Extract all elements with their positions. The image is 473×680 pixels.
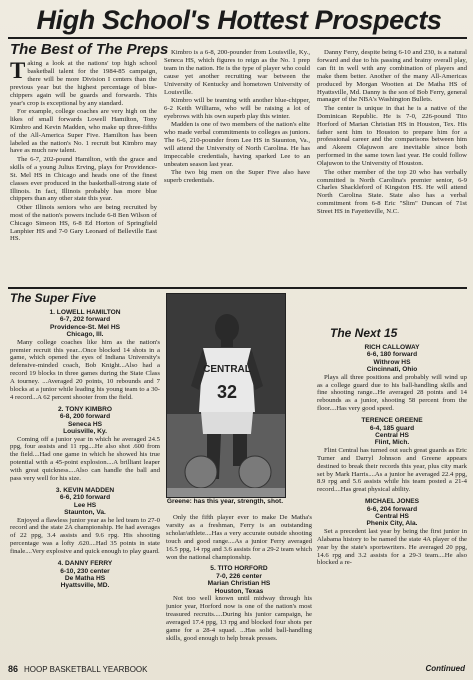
- intro-paragraph: Other Illinois seniors who are being recruited by most of the nation's powers include 6-8 Ben Wilson of Chicago Simeon HS, 6-8 Ed Horton of Springfield Lanphier HS and 7-0 Gary Leonard of Belleville East HS.: [10, 203, 157, 243]
- player-school: Withrow HS: [373, 358, 411, 366]
- intro-paragraph: The center is unique in that he is a native of the Dominican Republic. He is 7-0, 226-pound Tito Horford of Marian Christian HS in Houston, Tex. His father sent him to Houston to prepare him for a professional career and the comparisons between him and Akeem Olajuwon are inevitable since both performed in the same town last year. He could follow Olajuwon to the University of Houston.: [317, 104, 467, 168]
- player-photo-illustration: [167, 294, 285, 497]
- page-footer: [8, 664, 147, 674]
- player-size: 6-6, 204 forward: [366, 505, 418, 513]
- page-number: 86: [8, 664, 19, 674]
- intro-paragraph: Kimbro will be teaming with another blue-chipper, 6-2 Keith Williams, who will be raising a lot of eyebrows with his own superb play this winter.: [164, 96, 310, 120]
- intro-paragraph: Madden is one of two members of the nation's elite who made verbal commitments to colleges as juniors. The 6-6, 210-pounder from Lee HS in Staunton, Va., will attend the University of North Carolina. He has impeccable credentials, having sparked Lee to an unbeaten season last year.: [164, 121, 310, 168]
- player-size: 6-4, 185 guard: [369, 424, 415, 432]
- player-name: RICH CALLOWAY: [364, 344, 420, 351]
- player-profile: Enjoyed a flawless junior year as he led team to 27-0 record and the state 2A championship. He had averages of 22 ppg, 3.4 assists and 9.6 rpg. His shooting percentage was a lofty .620....Had 35 points in state finale....Very explosive and quick enough to play guard.: [10, 516, 160, 556]
- player-size: 7-0, 226 center: [216, 572, 262, 580]
- player-entry: [10, 487, 160, 556]
- player-hometown: Hyattsville, MD.: [60, 582, 110, 590]
- publication-name: HOOP BASKETBALL YEARBOOK: [24, 665, 148, 674]
- player-profile: Plays all three positions and probably will wind up as a college guard due to his ball-handling skills and fine shooting range...He averaged 28 points and 14 rebounds as a junior, shooting 58 percent from the floor....Has very good speed.: [317, 373, 467, 413]
- player-hometown: Staunton, Va.: [64, 509, 106, 517]
- player-name: TERENCE GREENE: [361, 417, 423, 425]
- intro-paragraph: Kimbro is a 6-8, 200-pounder from Louisville, Ky., Seneca HS, which figures to reign as the No. 1 prep team in the nation. He is the type of player who could cause yet another recruiting war between the University of Kentucky and hometown University of Louisville.: [164, 49, 310, 96]
- player-school: Lee HS: [73, 501, 97, 509]
- player-size: 6-6, 180 forward: [366, 351, 418, 359]
- player-profile: Only the fifth player ever to make De Matha's varsity as a freshman, Ferry is an outstanding scholar/athlete....Has a very accurate outside shooting touch and good range....As a junior Ferry averaged 16.5 ppg, 14 rpg and 3.6 assists for a 29-2 team which won the national championship.: [166, 514, 312, 561]
- player-size: 6-8, 200 forward: [59, 413, 111, 421]
- player-school: Marian Christian HS: [207, 580, 271, 588]
- player-school: De Matha HS: [64, 574, 106, 582]
- player-hometown: Cincinnati, Ohio: [366, 366, 418, 374]
- player-entry: [317, 417, 467, 494]
- player-entry: [10, 560, 160, 590]
- player-school: Seneca HS: [67, 420, 103, 428]
- next-15-title: The Next 15: [330, 326, 398, 340]
- headline: High School's Hottest Prospects: [36, 5, 442, 35]
- intro-column-2: [164, 49, 310, 285]
- player-size: 6-7, 202 forward: [59, 316, 111, 324]
- player-photo: [166, 293, 286, 498]
- player-entry: [317, 498, 467, 567]
- continued-label: Continued: [425, 664, 465, 673]
- player-name: 5. TITO HORFORD: [210, 565, 268, 573]
- super-five-column: [10, 309, 160, 659]
- intro-column-1: [10, 60, 157, 285]
- player-profile: Not too well known until midway through his junior year, Horford now is one of the nation's most treasured recruits.....During his junior campaign, he averaged 17.4 ppg, 13 rpg and blocked four shots per game for a 28-4 squad. ...Has solid ball-handling skills, good enough to help break presses.: [166, 595, 312, 642]
- player-school: Central HS: [375, 431, 409, 439]
- player-entry: [317, 344, 467, 413]
- drop-cap: T: [10, 60, 26, 83]
- player-hometown: Chicago, Ill.: [66, 331, 104, 339]
- player-profile: Flint Central has turned out such great guards as Eric Turner and Darryl Johnson and Greene appears destined to break their records this year, plus city mark set by Mark Harris....As a junior he averaged 22.4 ppg, 8.9 rpg and 5.6 assists while his team posted a 21-4 record....Has great physical ability.: [317, 446, 467, 494]
- player-profile: Coming off a junior year in which he averaged 24.5 ppg, four assists and 11 rpg....He also shot .600 from the field....Had one game in which he showed his true potential with a 45-point explosion....A brilliant leaper with great quickness....Also can handle the ball and pass very well for his size.: [10, 435, 160, 483]
- player-name: MICHAEL JONES: [364, 498, 420, 506]
- player-hometown: Houston, Texas: [214, 587, 264, 595]
- middle-lower-column: [166, 514, 312, 660]
- player-profile: Set a precedent last year by being the first junior in Alabama history to be named the state 4A player of the year by the state's sportswriters. He averaged 20 ppg, 14.6 rpg and 3.2 assists for a 29-3 team....He also blocked a re-: [317, 527, 467, 567]
- player-hometown: Flint, Mich.: [374, 439, 410, 447]
- player-entry: [10, 309, 160, 402]
- player-name: 2. TONY KIMBRO: [58, 405, 112, 413]
- jersey-number: 32: [216, 382, 238, 402]
- subhead: The Best of The Preps: [10, 41, 169, 58]
- next-15-column: [317, 344, 467, 660]
- player-entry: [10, 406, 160, 483]
- intro-paragraph: The 6-7, 202-pound Hamilton, with the grace and skills of a young Julius Erving, plays for Providence-St. Mel HS in Chicago and heads one of the finest classes ever produced in the basketball-strong state of Illinois. In fact, Illinois probably has more blue chippers than any other state this year.: [10, 155, 157, 203]
- headline-rule: [8, 37, 467, 39]
- player-entry: [166, 565, 312, 642]
- player-size: 6-10, 230 center: [60, 567, 110, 575]
- intro-paragraph: Taking a look at the nations' top high school basketball talent for the 1984-85 campaign, there will be more Division I centers than the previous year but the highest percentage of blue-chippers again will be guards and forwards. This year's crop is exceptional by any standard.: [10, 60, 157, 107]
- section-rule: [8, 287, 467, 289]
- player-size: 6-6, 210 forward: [59, 494, 111, 502]
- intro-paragraph: For example, college coaches are very high on the likes of small forwards Lowell Hamilton, Tony Kimbro and Kevin Madden, who make up three-fifths of the All-America Super Five. Hamilton has been labeled as the nation's No. 1 recruit but Kimbro may have as much raw talent.: [10, 107, 157, 155]
- player-name: 4. DANNY FERRY: [57, 560, 113, 568]
- jersey-text: CENTRAL: [203, 364, 251, 375]
- player-name: 3. KEVIN MADDEN: [55, 486, 115, 494]
- intro-paragraph: The other member of the top 20 who has verbally committed is North Carolina's premier senior, 6-9 Charles Shackleford of Kingston HS. He will attend North Carolina State. State also has a verbal commitment from 6-8 Eric "Slim" Duncan of 71st Street HS in Fayetteville, N.C.: [317, 168, 467, 216]
- intro-column-3: [317, 49, 467, 285]
- player-name: 1. LOWELL HAMILTON: [49, 309, 121, 316]
- player-school: Providence-St. Mel HS: [50, 323, 120, 331]
- intro-paragraph: The two big men on the Super Five also have superb credentials.: [164, 169, 310, 184]
- player-school: Central HS: [375, 513, 409, 521]
- super-five-title: The Super Five: [10, 291, 97, 305]
- player-hometown: Louisville, Ky.: [63, 428, 107, 436]
- player-profile: Many college coaches like him as the nation's premier recruit this year...Once blocked 14 shots in a game, which opened the eyes of Indiana University's defensive-minded coach, Bob Knight...Also had a record 19 blocks in three games during the State Class A tourney. ...Averaged 20 points, 10 rebounds and 7 blocks at a junior while leading his young team to a 30-4 record...A 62 percent shooter from the field.: [10, 338, 160, 401]
- photo-caption: Greene: has this year, strength, shot.: [166, 498, 284, 505]
- player-hometown: Phenix City, Ala.: [366, 520, 418, 528]
- intro-paragraph: Danny Ferry, despite being 6-10 and 230, is a natural forward and due to his passing and brainy overall play, can fit in well with any combination of players and make them better. Another of the many All-Americas produced by Morgan Wootten at De Matha HS of Hyattsville, Md. Danny is the son of Bob Ferry, general manager of the NBA's Washington Bullets.: [317, 49, 467, 104]
